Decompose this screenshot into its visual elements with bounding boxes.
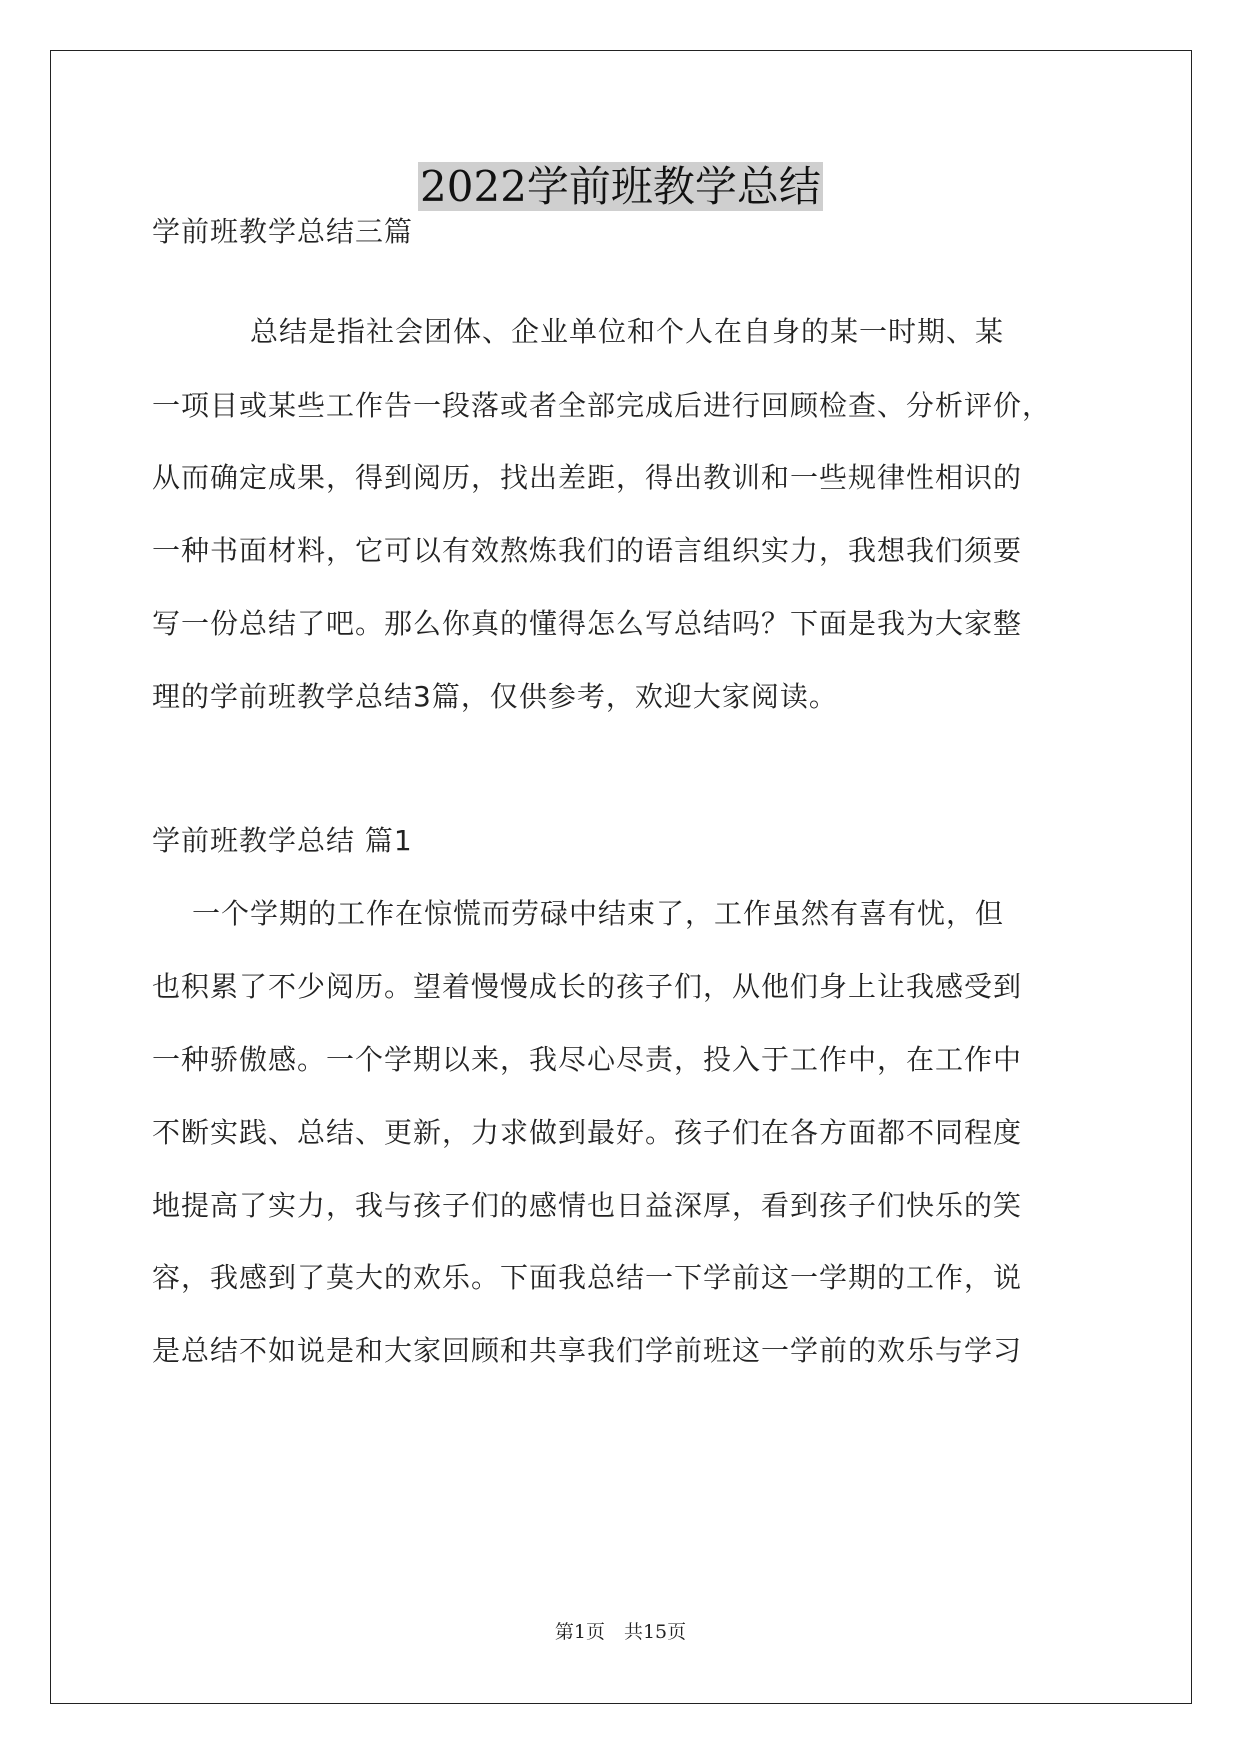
section-line: 一个学期的工作在惊慌而劳碌中结束了，工作虽然有喜有忧，但: [192, 897, 1005, 930]
section-line: 不断实践、总结、更新，力求做到最好。孩子们在各方面都不同程度: [152, 1116, 1023, 1149]
document-title: 2022学前班教学总结: [420, 162, 821, 211]
section-heading: 学前班教学总结 篇1: [152, 824, 413, 857]
subtitle: 学前班教学总结三篇: [152, 215, 414, 248]
page-border: [50, 50, 1192, 1704]
section-line: 地提高了实力，我与孩子们的感情也日益深厚，看到孩子们快乐的笑: [152, 1189, 1023, 1222]
intro-line: 一项目或某些工作告一段落或者全部完成后进行回顾检查、分析评价，: [152, 389, 1052, 422]
intro-line: 写一份总结了吧。那么你真的懂得怎么写总结吗？下面是我为大家整: [152, 607, 1023, 640]
intro-line: 总结是指社会团体、企业单位和个人在自身的某一时期、某: [250, 315, 1005, 348]
section-line: 也积累了不少阅历。望着慢慢成长的孩子们，从他们身上让我感受到: [152, 970, 1023, 1003]
section-line: 一种骄傲感。一个学期以来，我尽心尽责，投入于工作中，在工作中: [152, 1043, 1023, 1076]
section-line: 是总结不如说是和大家回顾和共享我们学前班这一学前的欢乐与学习: [152, 1334, 1023, 1367]
intro-line: 一种书面材料，它可以有效熬炼我们的语言组织实力，我想我们须要: [152, 534, 1023, 567]
page-number-footer: 第1页 共15页: [554, 1621, 687, 1643]
intro-line: 理的学前班教学总结3篇，仅供参考，欢迎大家阅读。: [152, 680, 838, 713]
section-line: 容，我感到了莫大的欢乐。下面我总结一下学前这一学期的工作，说: [152, 1261, 1023, 1294]
intro-line: 从而确定成果，得到阅历，找出差距，得出教训和一些规律性相识的: [152, 461, 1023, 494]
